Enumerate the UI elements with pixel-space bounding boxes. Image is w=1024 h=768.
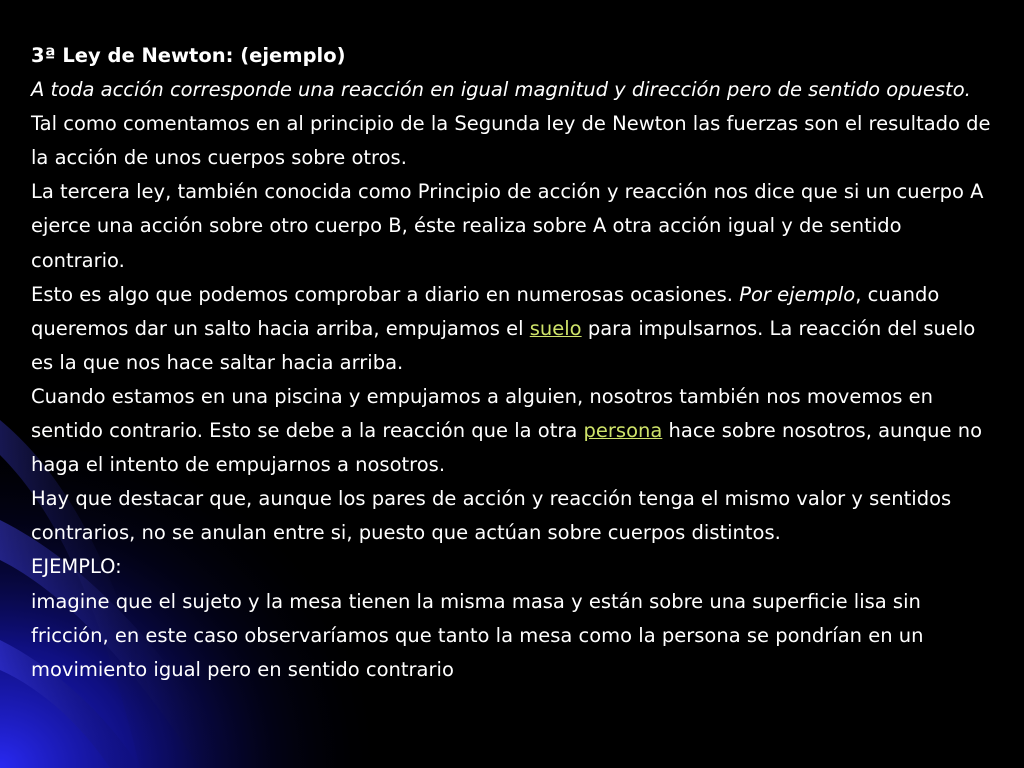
paragraph-jump-italic: Por ejemplo [739,282,856,306]
paragraph-pool-text-1: Cuando estamos en una piscina y empujamos a alguien, nosotros también nos movemos en sentido contrario. Esto se debe a la reacción que la otra [31,384,933,443]
paragraph-pool-example [31,380,991,482]
paragraph-jump-text-3: para impulsarnos. La reacción del suelo es la que nos hace saltar hacia arriba. [31,316,976,374]
paragraph-pairs-note: Hay que destacar que, aunque los pares de acción y reacción tenga el mismo valor y sentidos contrarios, no se anulan entre si, puesto que actúan sobre cuerpos distintos. [31,487,952,545]
example-text: imagine que el sujeto y la mesa tienen la misma masa y están sobre una superficie lisa sin fricción, en este caso observaríamos que tanto la mesa como la persona se pondrían en un movimiento igual pero en sentido contrario [31,589,924,681]
example-heading: EJEMPLO: [31,555,122,579]
law-statement: A toda acción corresponde una reacción en igual magnitud y dirección pero de sentido opuesto. [31,78,971,102]
paragraph-third-law: La tercera ley, también conocida como Principio de acción y reacción nos dice que si un cuerpo A ejerce una acción sobre otro cuerpo B, éste realiza sobre A otra acción igual y de sentido contrario. [31,180,984,272]
link-persona[interactable]: persona [583,419,663,443]
paragraph-pool-text-2: hace sobre nosotros, aunque no haga el intento de empujarnos a nosotros. [31,419,982,477]
paragraph-jump-example [31,278,991,380]
slide-title: 3ª Ley de Newton: (ejemplo) [31,44,346,67]
paragraph-jump-text-2: , cuando queremos dar un salto hacia arriba, empujamos el [31,282,940,340]
paragraph-jump-text-1: Esto es algo que podemos comprobar a diario en numerosas ocasiones. [31,282,740,306]
paragraph-forces: Tal como comentamos en al principio de la Segunda ley de Newton las fuerzas son el resultado de la acción de unos cuerpos sobre otros. [31,112,991,170]
slide-content [31,39,991,687]
link-suelo[interactable]: suelo [529,316,582,340]
